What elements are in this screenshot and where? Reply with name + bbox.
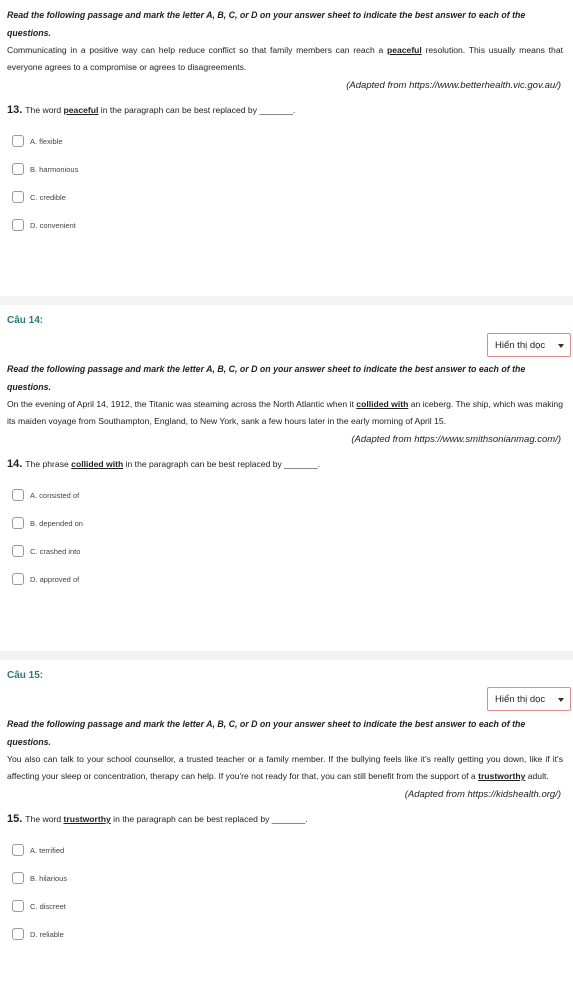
passage-source: (Adapted from https://www.smithsonianmag.com/): [351, 434, 561, 445]
option-label: C. discreet: [30, 901, 66, 911]
radio-button[interactable]: [12, 900, 24, 912]
passage-keyword: peaceful: [386, 45, 422, 55]
passage-keyword: collided with: [356, 399, 409, 409]
question-keyword: collided with: [71, 459, 124, 469]
radio-button[interactable]: [12, 191, 24, 203]
answer-option-c[interactable]: [7, 537, 563, 565]
answer-option-d[interactable]: [7, 565, 563, 593]
question-stem: 15. The word trustworthy in the paragraph can be best replaced by _______.: [7, 813, 308, 825]
answer-option-a[interactable]: [7, 127, 563, 155]
answer-option-b[interactable]: [7, 864, 563, 892]
question-heading: Câu 15:: [7, 670, 44, 681]
option-label: B. harmonious: [30, 164, 79, 174]
passage-source: (Adapted from https://kidshealth.org/): [404, 789, 561, 800]
option-label: C. credible: [30, 192, 66, 202]
radio-button[interactable]: [12, 163, 24, 175]
passage-text: You also can talk to your school counsellor, a trusted teacher or a family member. If the bullying feels like it's really getting you down, like if it's affecting your sleep or concentration, therapy can help. If you're not ready for that, you can still benefit from the support of a trustworthy adult.: [7, 754, 563, 781]
passage-keyword: trustworthy: [478, 771, 526, 781]
question-keyword: peaceful: [63, 105, 99, 115]
question-card-15: [0, 660, 573, 987]
option-label: B. depended on: [30, 518, 83, 528]
instruction-text: Read the following passage and mark the letter A, B, C, or D on your answer sheet to indicate the best answer to each of the questions.: [7, 10, 526, 38]
radio-button[interactable]: [12, 573, 24, 585]
answer-option-b[interactable]: [7, 155, 563, 183]
radio-button[interactable]: [12, 135, 24, 147]
question-stem: 14. The phrase collided with in the paragraph can be best replaced by _______.: [7, 458, 321, 470]
option-label: A. terrified: [30, 845, 65, 855]
option-label: A. consisted of: [30, 490, 80, 500]
radio-button[interactable]: [12, 517, 24, 529]
radio-button[interactable]: [12, 928, 24, 940]
radio-button[interactable]: [12, 219, 24, 231]
view-mode-label: Hiển thị dọc: [495, 339, 546, 351]
option-label: A. flexible: [30, 136, 63, 146]
option-label: D. convenient: [30, 220, 76, 230]
answer-option-a[interactable]: [7, 481, 563, 509]
question-number: 15.: [7, 813, 23, 825]
answer-option-a[interactable]: [7, 836, 563, 864]
option-label: D. approved of: [30, 574, 80, 584]
radio-button[interactable]: [12, 872, 24, 884]
question-card-14: [0, 305, 573, 651]
answer-option-d[interactable]: [7, 211, 563, 239]
passage-text: Communicating in a positive way can help reduce conflict so that family members can reach a peaceful resolution. This usually means that everyone agrees to a compromise or agrees to disagreements.: [7, 45, 564, 72]
chevron-down-icon: [558, 344, 564, 348]
instruction-text: Read the following passage and mark the letter A, B, C, or D on your answer sheet to indicate the best answer to each of the questions.: [7, 719, 526, 747]
option-label: D. reliable: [30, 929, 64, 939]
option-label: B. hilarious: [30, 873, 68, 883]
passage-text: On the evening of April 14, 1912, the Titanic was steaming across the North Atlantic when it collided with an iceberg. The ship, which was making its maiden voyage from Southampton, England, to New York, sank a few hours later in the early morning of April 15.: [7, 399, 563, 426]
question-keyword: trustworthy: [63, 814, 111, 824]
passage-source: (Adapted from https://www.betterhealth.vic.gov.au/): [346, 80, 561, 91]
answer-option-c[interactable]: [7, 892, 563, 920]
option-label: C. crashed into: [30, 546, 81, 556]
chevron-down-icon: [558, 698, 564, 702]
radio-button[interactable]: [12, 545, 24, 557]
question-card-13: [0, 0, 573, 296]
answer-option-d[interactable]: [7, 920, 563, 948]
question-number: 13.: [7, 104, 23, 116]
view-mode-select[interactable]: [487, 687, 571, 711]
answer-option-b[interactable]: [7, 509, 563, 537]
radio-button[interactable]: [12, 844, 24, 856]
answer-option-c[interactable]: [7, 183, 563, 211]
question-heading: Câu 14:: [7, 315, 44, 326]
view-mode-select[interactable]: [487, 333, 571, 357]
question-number: 14.: [7, 458, 23, 470]
instruction-text: Read the following passage and mark the letter A, B, C, or D on your answer sheet to indicate the best answer to each of the questions.: [7, 364, 526, 392]
question-stem: 13. The word peaceful in the paragraph can be best replaced by _______.: [7, 104, 296, 116]
radio-button[interactable]: [12, 489, 24, 501]
view-mode-label: Hiển thị dọc: [495, 693, 546, 705]
